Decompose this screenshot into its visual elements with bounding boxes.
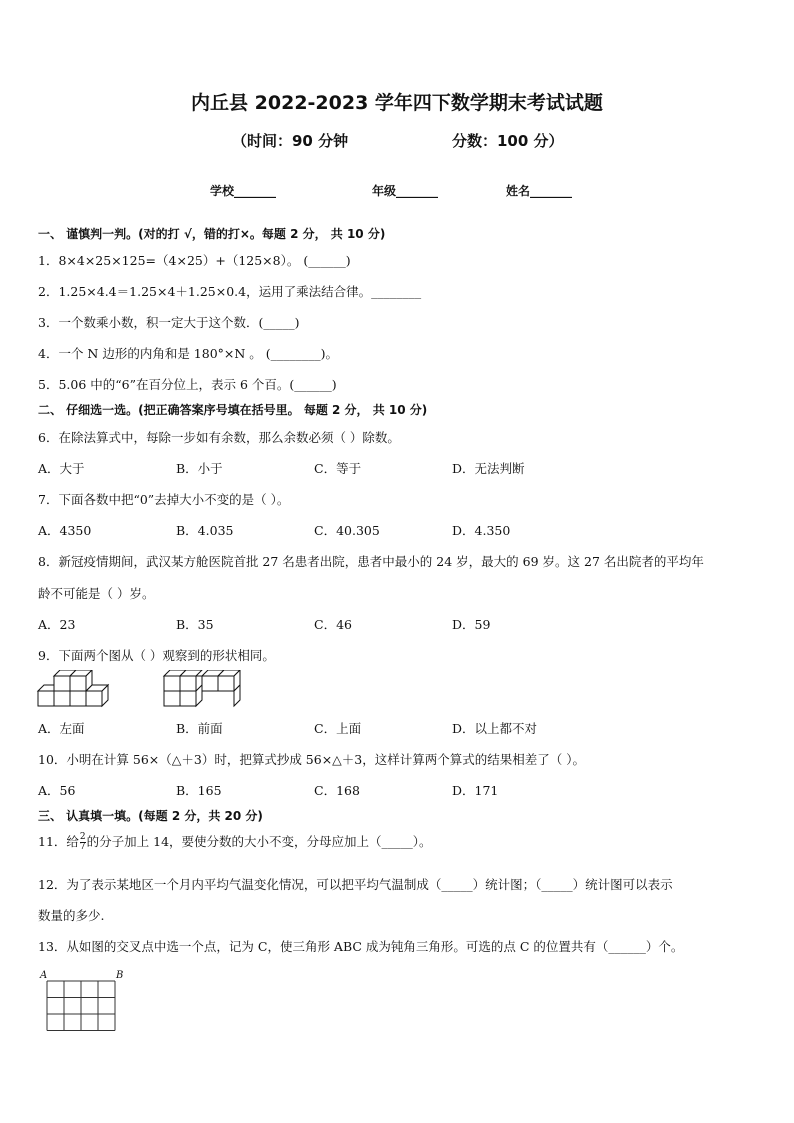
question-7: 7．下面各数中把“0”去掉大小不变的是（ ）。: [38, 492, 290, 507]
q7-option-c[interactable]: C．40.305: [314, 523, 380, 538]
q7-option-d[interactable]: D．4.350: [452, 523, 511, 538]
section-2-heading: 二、 仔细选一选。(把正确答案序号填在括号里。 每题 2 分， 共 10 分): [38, 403, 428, 417]
q8-option-b[interactable]: B．35: [176, 617, 214, 632]
q10-option-c[interactable]: C．168: [314, 783, 360, 798]
q6-option-a[interactable]: A．大于: [38, 461, 85, 476]
q8-option-c[interactable]: C．46: [314, 617, 352, 632]
question-10: 10．小明在计算 56×（△＋3）时，把算式抄成 56×△＋3，这样计算两个算式的结果相差了（ ）。: [38, 752, 585, 767]
q6-option-d[interactable]: D．无法判断: [452, 461, 525, 476]
question-5: 5．5.06 中的“6”在百分位上，表示 6 个百。(______): [38, 377, 337, 392]
question-13: 13．从如图的交叉点中选一个点，记为 C，使三角形 ABC 成为钝角三角形。可选的点 C 的位置共有（______）个。: [38, 939, 684, 954]
question-3: 3．一个数乘小数，积一定大于这个数．(_____): [38, 315, 300, 330]
q10-option-b[interactable]: B．165: [176, 783, 222, 798]
cube-stack-figure-2: [162, 670, 242, 708]
q8-option-a[interactable]: A．23: [38, 617, 76, 632]
question-8-line-2: 龄不可能是（ ）岁。: [38, 586, 155, 601]
fraction-numerator: 2: [79, 832, 86, 842]
question-12-line-2: 数量的多少.: [38, 908, 105, 923]
grade-field[interactable]: 年级_______: [372, 184, 439, 198]
q7-option-a[interactable]: A．4350: [38, 523, 92, 538]
school-field[interactable]: 学校_______: [210, 184, 277, 198]
fraction-denominator: 7: [79, 842, 86, 852]
name-field[interactable]: 姓名_______: [506, 184, 573, 198]
question-2: 2．1.25×4.4＝1.25×4＋1.25×0.4，运用了乘法结合律。________: [38, 284, 422, 299]
question-11: [38, 832, 432, 852]
page-title: 内丘县 2022-2023 学年四下数学期末考试试题: [191, 92, 603, 114]
q7-option-b[interactable]: B．4.035: [176, 523, 234, 538]
q6-option-b[interactable]: B．小于: [176, 461, 223, 476]
question-11-suffix: 的分子加上 14，要使分数的大小不变，分母应加上（_____）。: [86, 834, 432, 849]
grid-label-b: B: [116, 970, 124, 981]
question-11-prefix: 11．给: [38, 834, 79, 849]
q10-option-a[interactable]: A．56: [38, 783, 76, 798]
q9-option-c[interactable]: C．上面: [314, 721, 362, 736]
cube-stack-figure-1: [36, 670, 110, 708]
q6-option-c[interactable]: C．等于: [314, 461, 362, 476]
q8-option-d[interactable]: D．59: [452, 617, 491, 632]
exam-score: 分数：100 分）: [452, 132, 564, 150]
section-3-heading: 三、 认真填一填。(每题 2 分，共 20 分): [38, 809, 263, 823]
question-8-line-1: 8．新冠疫情期间，武汉某方舱医院首批 27 名患者出院，患者中最小的 24 岁，最大的 69 岁。这 27 名出院者的平均年: [38, 554, 704, 569]
fraction: [80, 833, 86, 852]
q9-option-a[interactable]: A．左面: [38, 721, 85, 736]
exam-time: （时间：90 分钟: [232, 132, 349, 150]
section-1-heading: 一、 谨慎判一判。(对的打 √，错的打×。每题 2 分， 共 10 分): [38, 227, 386, 241]
question-6: 6．在除法算式中，每除一步如有余数，那么余数必须（ ）除数。: [38, 430, 400, 445]
grid-label-a: A: [40, 970, 48, 981]
question-4: 4．一个 N 边形的内角和是 180°×N 。 (________)。: [38, 346, 339, 361]
point-grid-figure: [46, 980, 116, 1032]
question-9: 9．下面两个图从（ ）观察到的形状相同。: [38, 648, 275, 663]
q9-option-b[interactable]: B．前面: [176, 721, 223, 736]
q9-option-d[interactable]: D．以上都不对: [452, 721, 538, 736]
question-12-line-1: 12．为了表示某地区一个月内平均气温变化情况，可以把平均气温制成（_____）统计图；（_____）统计图可以表示: [38, 877, 673, 892]
question-1: 1．8×4×25×125=（4×25）+（125×8）。 (______): [38, 253, 351, 268]
q10-option-d[interactable]: D．171: [452, 783, 499, 798]
